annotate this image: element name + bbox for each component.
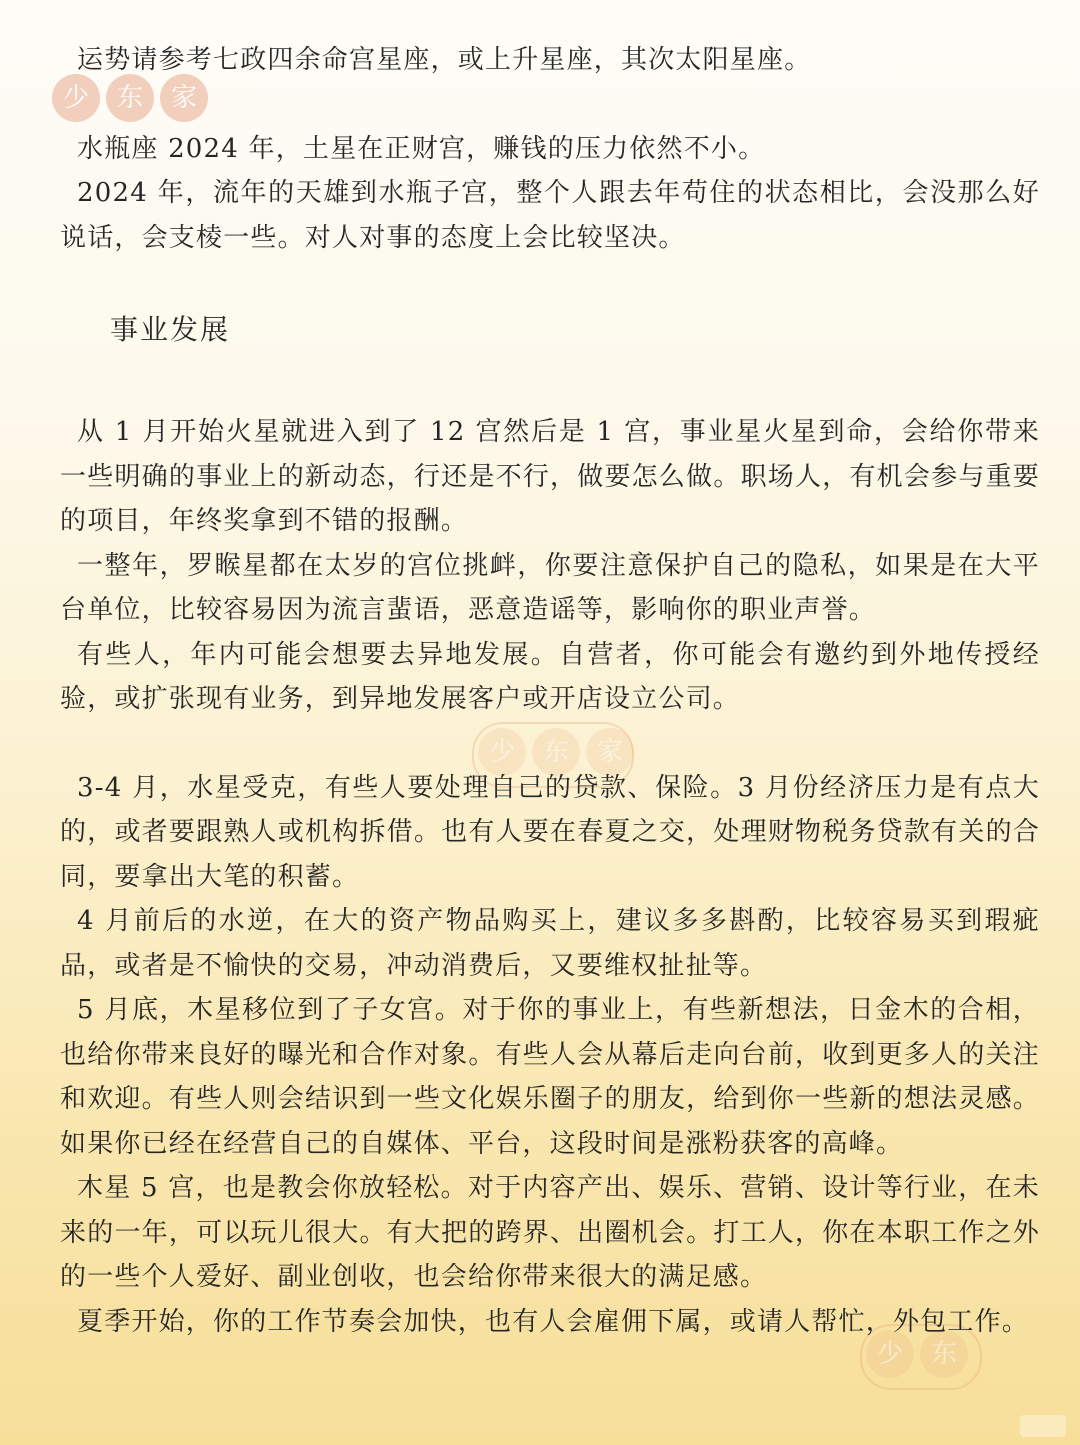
watermark-char: 少 bbox=[866, 1330, 914, 1378]
career-paragraph: 从 1 月开始火星就进入到了 12 宫然后是 1 宫，事业星火星到命，会给你带来一些明确的事业上的新动态，行还是不行，做要怎么做。职场人，有机会参与重要的项目，年终奖拿到不错的报酬。 bbox=[60, 417, 1040, 536]
watermark-char: 少 bbox=[478, 728, 526, 776]
career-paragraph: 木星 5 宫，也是教会你放轻松。对于内容产出、娱乐、营销、设计等行业，在未来的一年，可以玩儿很大。有大把的跨界、出圈机会。打工人，你在本职工作之外的一些个人爱好、副业创收，也会给你带来很大的满足感。 bbox=[60, 1173, 1040, 1292]
watermark-char: 东 bbox=[532, 728, 580, 776]
intro-paragraph: 运势请参考七政四余命宫星座，或上升星座，其次太阳星座。 bbox=[77, 45, 812, 75]
watermark-char: 家 bbox=[586, 728, 634, 776]
watermark-char: 东 bbox=[920, 1330, 968, 1378]
career-paragraph: 一整年，罗睺星都在太岁的宫位挑衅，你要注意保护自己的隐私，如果是在大平台单位，比较容易因为流言蜚语，恶意造谣等，影响你的职业声誉。 bbox=[60, 550, 1040, 625]
section-heading: 事业发展 bbox=[110, 313, 231, 346]
career-paragraph: 夏季开始，你的工作节奏会加快，也有人会雇佣下属，或请人帮忙，外包工作。 bbox=[77, 1306, 1030, 1337]
watermark-char: 少 bbox=[52, 74, 100, 122]
article-body bbox=[60, 38, 1040, 1344]
career-paragraph: 有些人，年内可能会想要去异地发展。自营者，你可能会有邀约到外地传授经验，或扩张现有业务，到异地发展客户或开店设立公司。 bbox=[60, 639, 1040, 714]
watermark-char: 家 bbox=[160, 74, 208, 122]
watermark-char: 东 bbox=[106, 74, 154, 122]
career-paragraph: 4 月前后的水逆，在大的资产物品购买上，建议多多斟酌，比较容易买到瑕疵品，或者是不愉快的交易，冲动消费后，又要维权扯扯等。 bbox=[60, 906, 1040, 981]
career-paragraph: 5 月底，木星移位到了子女宫。对于你的事业上，有些新想法，日金木的合相，也给你带来良好的曝光和合作对象。有些人会从幕后走向台前，收到更多人的关注和欢迎。有些人则会结识到一些文化娱乐圈子的朋友，给到你一些新的想法灵感。如果你已经在经营自己的自媒体、平台，这段时间是涨粉获客的高峰。 bbox=[60, 995, 1040, 1159]
intro-paragraph: 水瓶座 2024 年，土星在正财宫，赚钱的压力依然不小。 bbox=[77, 133, 766, 164]
intro-paragraph: 2024 年，流年的天雄到水瓶子宫，整个人跟去年苟住的状态相比，会没那么好说话，会支棱一些。对人对事的态度上会比较坚决。 bbox=[60, 178, 1040, 253]
career-paragraph: 3-4 月，水星受克，有些人要处理自己的贷款、保险。3 月份经济压力是有点大的，或者要跟熟人或机构拆借。也有人要在春夏之交，处理财物税务贷款有关的合同，要拿出大笔的积蓄。 bbox=[60, 772, 1040, 892]
corner-logo-mark bbox=[1020, 1415, 1066, 1437]
